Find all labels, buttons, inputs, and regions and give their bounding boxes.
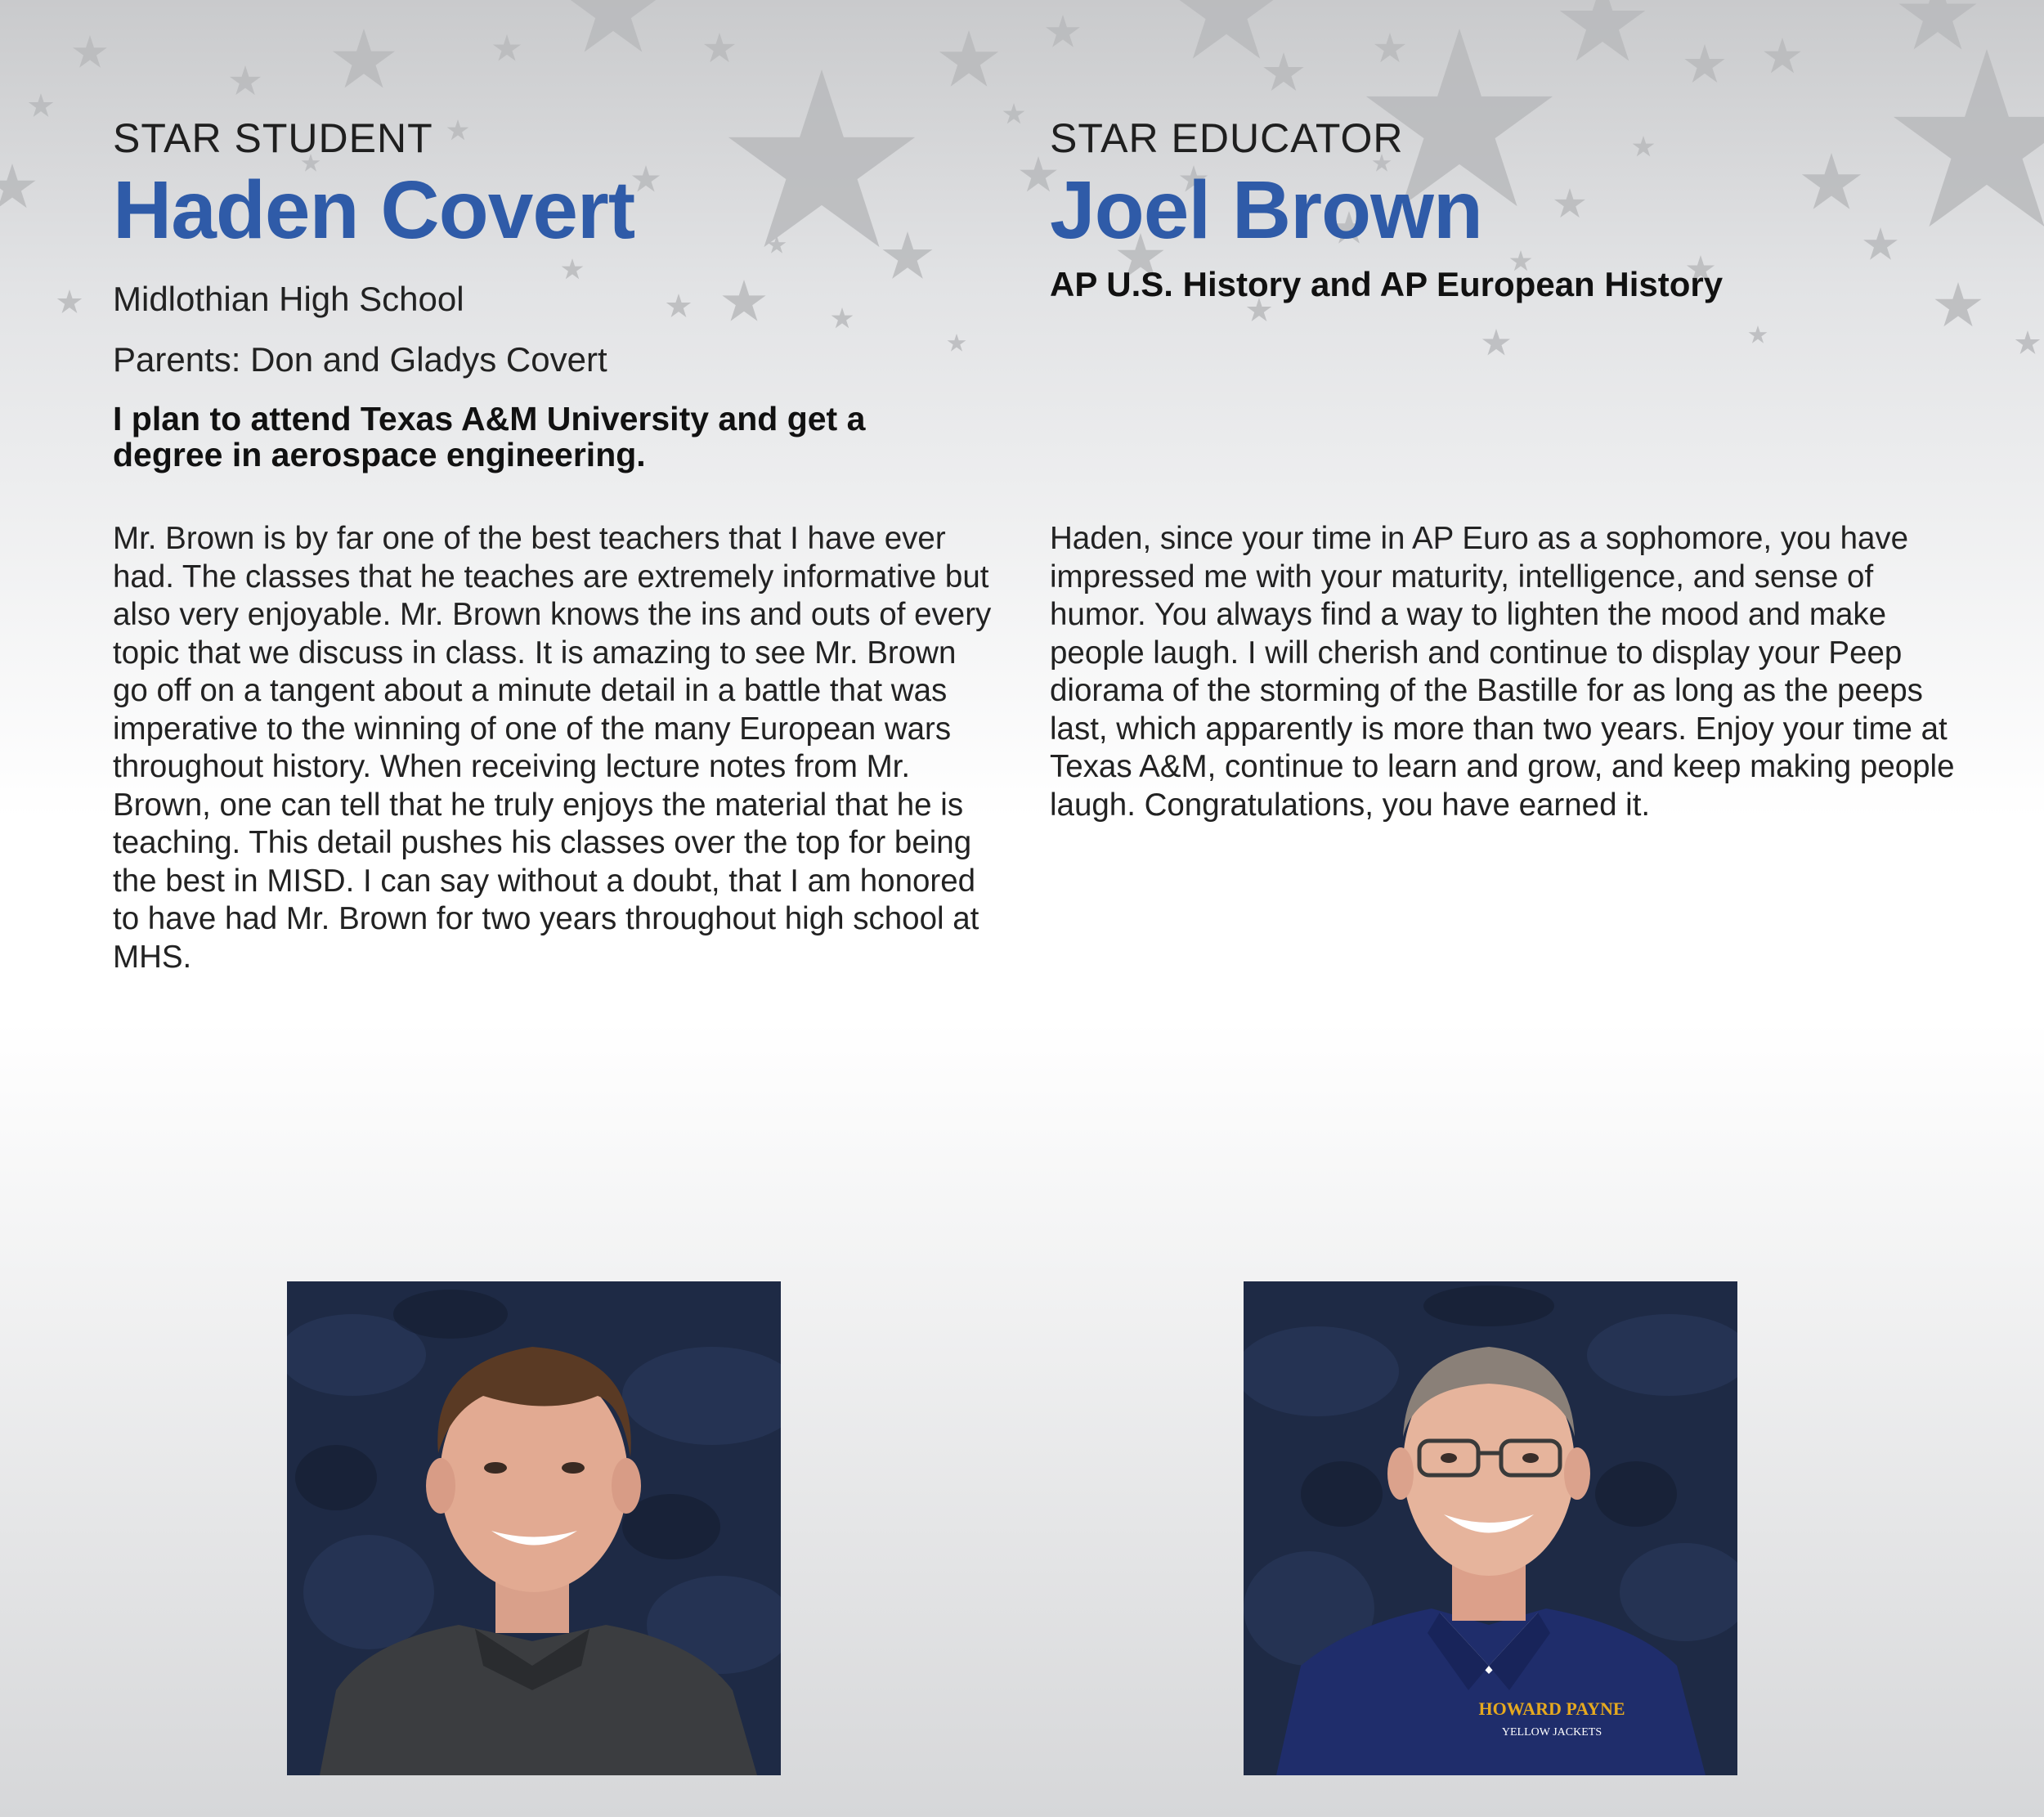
student-school: Midlothian High School bbox=[113, 280, 464, 318]
educator-message: Haden, since your time in AP Euro as a sophomore, you have impressed me with your maturity, intelligence, and sense of humor. You always find a way to lighten the mood and make people laugh. I will cherish and continue to display your Peep diorama of the storming of the Bastille for as long as the peeps last, which apparently is more than two years. Enjoy your time at Texas A&M, continue to learn and grow, and keep making people laugh. Congratulations, you have earned it. bbox=[1050, 521, 1955, 823]
student-parents: Parents: Don and Gladys Covert bbox=[113, 340, 607, 379]
star-educator-label: STAR EDUCATOR bbox=[1050, 115, 1404, 161]
shirt-logo-yellow-jackets: YELLOW JACKETS bbox=[1501, 1726, 1602, 1738]
student-portrait-photo bbox=[287, 1281, 781, 1775]
student-essay: Mr. Brown is by far one of the best teachers that I have ever had. The classes that he teaches are extremely informative but also very enjoyable. Mr. Brown knows the ins and outs of every topic that we discuss in class. It is amazing to see Mr. Brown go off on a tangent about a minute detail in a battle that was imperative to the winning of one of the many European wars throughout history. When receiving lecture notes from Mr. Brown, one can tell that he truly enjoys the material that he is teaching. This detail pushes his classes over the top for being the best in MISD. I can say without a doubt, that I am honored to have had Mr. Brown for two years throughout high school at MHS. bbox=[113, 521, 992, 975]
star-student-label: STAR STUDENT bbox=[113, 115, 433, 161]
educator-portrait-photo bbox=[1244, 1281, 1737, 1775]
shirt-logo-howard-payne: HOWARD PAYNE bbox=[1478, 1698, 1625, 1719]
educator-subjects: AP U.S. History and AP European History bbox=[1050, 265, 1724, 303]
student-goal: I plan to attend Texas A&M University and get a degree in aerospace engineering. bbox=[113, 400, 866, 473]
educator-name: Joel Brown bbox=[1050, 164, 1482, 256]
student-name: Haden Covert bbox=[113, 164, 635, 256]
